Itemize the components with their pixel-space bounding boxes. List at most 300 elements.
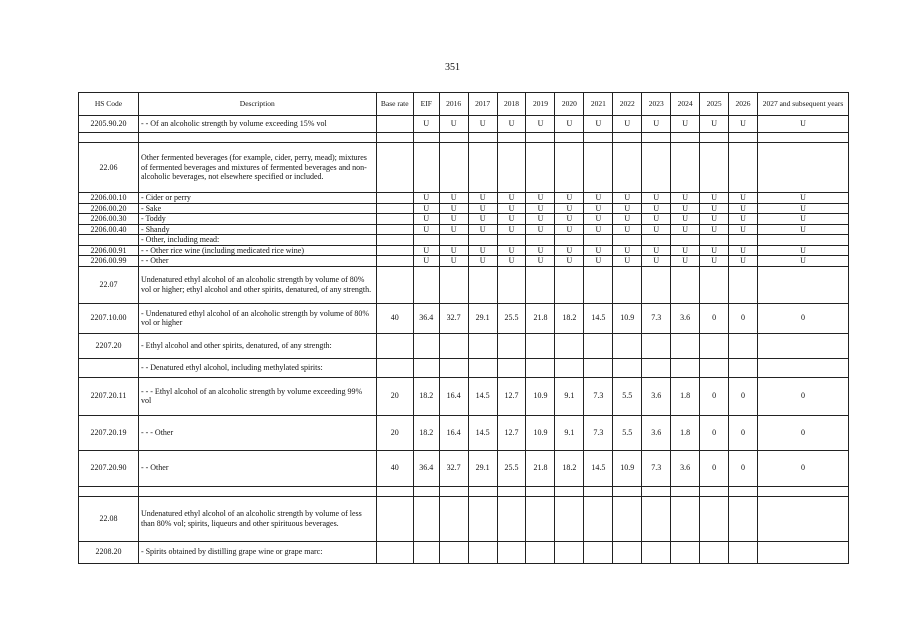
rate-cell xyxy=(642,143,671,193)
column-header: 2022 xyxy=(613,93,642,116)
rate-cell xyxy=(526,486,555,496)
rate-cell: U xyxy=(468,116,497,133)
rate-cell: U xyxy=(757,203,848,214)
description-cell xyxy=(138,486,376,496)
rate-cell: U xyxy=(497,193,526,204)
rate-cell: 32.7 xyxy=(439,450,468,486)
rate-cell xyxy=(555,266,584,303)
rate-cell: 0 xyxy=(729,415,758,450)
rate-cell: 10.9 xyxy=(613,303,642,333)
rate-cell xyxy=(757,143,848,193)
rate-cell: 0 xyxy=(757,377,848,415)
description-cell: Other fermented beverages (for example, cider, perry, mead); mixtures of fermented beverages and mixtures of fermented beverages and non-alcoholic beverages, not elsewhere specified or included. xyxy=(138,143,376,193)
rate-cell: U xyxy=(757,116,848,133)
rate-cell: 12.7 xyxy=(497,377,526,415)
rate-cell xyxy=(642,486,671,496)
column-header: Description xyxy=(138,93,376,116)
rate-cell xyxy=(729,486,758,496)
rate-cell: U xyxy=(584,203,613,214)
rate-cell: 36.4 xyxy=(413,303,439,333)
description-cell: Undenatured ethyl alcohol of an alcoholic strength by volume of 80% vol or higher; ethyl alcohol and other spirits, denatured, of any strength. xyxy=(138,266,376,303)
rate-cell: 14.5 xyxy=(584,450,613,486)
rate-cell xyxy=(497,235,526,246)
rate-cell: U xyxy=(729,116,758,133)
description-cell: - Sake xyxy=(138,203,376,214)
rate-cell xyxy=(584,333,613,358)
rate-cell: U xyxy=(642,116,671,133)
rate-cell xyxy=(526,541,555,563)
rate-cell xyxy=(613,266,642,303)
rate-cell xyxy=(584,496,613,541)
rate-cell xyxy=(671,235,700,246)
rate-cell: U xyxy=(526,224,555,235)
rate-cell xyxy=(497,266,526,303)
base-rate-cell xyxy=(376,214,413,225)
rate-cell: U xyxy=(413,116,439,133)
rate-cell: U xyxy=(439,203,468,214)
rate-cell: U xyxy=(555,245,584,256)
rate-cell: U xyxy=(613,224,642,235)
description-cell: - - Other rice wine (including medicated rice wine) xyxy=(138,245,376,256)
rate-cell: U xyxy=(584,224,613,235)
column-header: EIF xyxy=(413,93,439,116)
rate-cell xyxy=(613,235,642,246)
rate-cell: U xyxy=(497,245,526,256)
rate-cell xyxy=(439,486,468,496)
base-rate-cell xyxy=(376,143,413,193)
rate-cell xyxy=(413,496,439,541)
rate-cell: U xyxy=(497,224,526,235)
rate-cell: U xyxy=(584,245,613,256)
rate-cell: U xyxy=(729,214,758,225)
rate-cell xyxy=(439,143,468,193)
rate-cell: 10.9 xyxy=(613,450,642,486)
rate-cell: U xyxy=(468,245,497,256)
rate-cell xyxy=(757,486,848,496)
rate-cell: U xyxy=(497,203,526,214)
rate-cell xyxy=(439,235,468,246)
table-header-row xyxy=(79,93,849,116)
rate-cell: U xyxy=(584,214,613,225)
rate-cell: 29.1 xyxy=(468,450,497,486)
base-rate-cell xyxy=(376,224,413,235)
rate-cell xyxy=(613,486,642,496)
rate-cell xyxy=(700,133,729,143)
rate-cell xyxy=(584,143,613,193)
rate-cell: U xyxy=(526,193,555,204)
rate-cell: 18.2 xyxy=(555,303,584,333)
hs-code-cell xyxy=(79,486,139,496)
description-cell: - - Denatured ethyl alcohol, including methylated spirits: xyxy=(138,358,376,377)
rate-cell xyxy=(613,333,642,358)
rate-cell: 0 xyxy=(729,303,758,333)
rate-cell xyxy=(700,541,729,563)
description-cell: - Other, including mead: xyxy=(138,235,376,246)
rate-cell xyxy=(757,235,848,246)
rate-cell xyxy=(642,266,671,303)
rate-cell xyxy=(413,333,439,358)
rate-cell: U xyxy=(526,116,555,133)
table-row xyxy=(79,486,849,496)
rate-cell: U xyxy=(671,214,700,225)
rate-cell xyxy=(497,541,526,563)
hs-code-cell: 2206.00.99 xyxy=(79,256,139,267)
rate-cell xyxy=(439,333,468,358)
rate-cell xyxy=(413,143,439,193)
rate-cell: U xyxy=(413,214,439,225)
rate-cell xyxy=(757,333,848,358)
rate-cell xyxy=(642,133,671,143)
rate-cell: 29.1 xyxy=(468,303,497,333)
rate-cell xyxy=(671,496,700,541)
rate-cell: 0 xyxy=(700,450,729,486)
rate-cell: U xyxy=(642,203,671,214)
rate-cell: 0 xyxy=(729,450,758,486)
rate-cell: U xyxy=(671,245,700,256)
rate-cell xyxy=(439,541,468,563)
rate-cell: 18.2 xyxy=(413,415,439,450)
rate-cell xyxy=(729,496,758,541)
base-rate-cell xyxy=(376,133,413,143)
rate-cell xyxy=(497,143,526,193)
rate-cell: 3.6 xyxy=(642,415,671,450)
rate-cell xyxy=(555,333,584,358)
rate-cell: U xyxy=(700,116,729,133)
column-header: 2020 xyxy=(555,93,584,116)
column-header: 2027 and subsequent years xyxy=(757,93,848,116)
base-rate-cell xyxy=(376,266,413,303)
rate-cell xyxy=(700,496,729,541)
table-row xyxy=(79,224,849,235)
rate-cell: U xyxy=(413,203,439,214)
rate-cell xyxy=(413,266,439,303)
rate-cell: U xyxy=(584,116,613,133)
tariff-schedule-table xyxy=(78,92,849,564)
rate-cell xyxy=(497,333,526,358)
rate-cell: 0 xyxy=(757,450,848,486)
rate-cell: 1.8 xyxy=(671,377,700,415)
hs-code-cell: 2206.00.10 xyxy=(79,193,139,204)
rate-cell xyxy=(584,235,613,246)
rate-cell xyxy=(700,486,729,496)
rate-cell xyxy=(671,358,700,377)
table-row xyxy=(79,541,849,563)
rate-cell: 10.9 xyxy=(526,415,555,450)
rate-cell: U xyxy=(439,214,468,225)
hs-code-cell xyxy=(79,358,139,377)
rate-cell xyxy=(584,266,613,303)
rate-cell xyxy=(468,143,497,193)
column-header: 2023 xyxy=(642,93,671,116)
rate-cell xyxy=(700,266,729,303)
rate-cell xyxy=(413,486,439,496)
description-cell: - Ethyl alcohol and other spirits, denatured, of any strength: xyxy=(138,333,376,358)
hs-code-cell: 2206.00.40 xyxy=(79,224,139,235)
rate-cell xyxy=(671,333,700,358)
rate-cell: 0 xyxy=(700,303,729,333)
column-header: 2021 xyxy=(584,93,613,116)
rate-cell: U xyxy=(497,256,526,267)
hs-code-cell: 2207.20.90 xyxy=(79,450,139,486)
rate-cell: U xyxy=(526,214,555,225)
rate-cell: 18.2 xyxy=(413,377,439,415)
base-rate-cell xyxy=(376,496,413,541)
rate-cell xyxy=(497,358,526,377)
rate-cell xyxy=(757,496,848,541)
base-rate-cell xyxy=(376,358,413,377)
rate-cell: U xyxy=(497,116,526,133)
hs-code-cell: 2207.10.00 xyxy=(79,303,139,333)
rate-cell: U xyxy=(497,214,526,225)
rate-cell: U xyxy=(729,256,758,267)
rate-cell xyxy=(468,496,497,541)
rate-cell: 25.5 xyxy=(497,450,526,486)
description-cell: - - Of an alcoholic strength by volume exceeding 15% vol xyxy=(138,116,376,133)
description-cell: - - Other xyxy=(138,256,376,267)
rate-cell: U xyxy=(671,224,700,235)
rate-cell: U xyxy=(613,245,642,256)
rate-cell: U xyxy=(555,203,584,214)
table-row xyxy=(79,133,849,143)
base-rate-cell xyxy=(376,193,413,204)
hs-code-cell: 22.07 xyxy=(79,266,139,303)
rate-cell: 7.3 xyxy=(642,303,671,333)
rate-cell: 3.6 xyxy=(671,450,700,486)
column-header: 2017 xyxy=(468,93,497,116)
rate-cell: U xyxy=(413,256,439,267)
rate-cell xyxy=(555,541,584,563)
rate-cell: U xyxy=(413,245,439,256)
rate-cell xyxy=(468,266,497,303)
rate-cell xyxy=(555,496,584,541)
rate-cell: 25.5 xyxy=(497,303,526,333)
rate-cell: 7.3 xyxy=(584,415,613,450)
rate-cell xyxy=(613,133,642,143)
table-row xyxy=(79,266,849,303)
rate-cell: 0 xyxy=(757,415,848,450)
rate-cell: U xyxy=(613,193,642,204)
rate-cell: U xyxy=(757,256,848,267)
rate-cell: U xyxy=(700,214,729,225)
rate-cell: U xyxy=(526,245,555,256)
rate-cell: U xyxy=(757,245,848,256)
rate-cell: U xyxy=(468,214,497,225)
rate-cell: 18.2 xyxy=(555,450,584,486)
rate-cell xyxy=(468,541,497,563)
rate-cell: U xyxy=(613,214,642,225)
hs-code-cell: 22.06 xyxy=(79,143,139,193)
rate-cell xyxy=(671,266,700,303)
description-cell: - - Other xyxy=(138,450,376,486)
rate-cell: 10.9 xyxy=(526,377,555,415)
rate-cell xyxy=(439,133,468,143)
description-cell: Undenatured ethyl alcohol of an alcoholic strength by volume of less than 80% vol; spirits, liqueurs and other spirituous beverages. xyxy=(138,496,376,541)
rate-cell: U xyxy=(671,203,700,214)
hs-code-cell: 2205.90.20 xyxy=(79,116,139,133)
rate-cell xyxy=(468,333,497,358)
rate-cell xyxy=(729,541,758,563)
rate-cell xyxy=(555,143,584,193)
rate-cell xyxy=(497,496,526,541)
base-rate-cell xyxy=(376,245,413,256)
rate-cell: U xyxy=(642,214,671,225)
rate-cell: U xyxy=(526,256,555,267)
rate-cell xyxy=(584,133,613,143)
rate-cell: U xyxy=(555,224,584,235)
rate-cell: U xyxy=(439,256,468,267)
rate-cell xyxy=(671,541,700,563)
rate-cell: U xyxy=(439,116,468,133)
rate-cell: U xyxy=(555,116,584,133)
rate-cell xyxy=(468,486,497,496)
rate-cell xyxy=(468,133,497,143)
table-row xyxy=(79,116,849,133)
column-header: Base rate xyxy=(376,93,413,116)
rate-cell: U xyxy=(729,245,758,256)
rate-cell: U xyxy=(642,245,671,256)
rate-cell xyxy=(468,358,497,377)
rate-cell xyxy=(642,235,671,246)
rate-cell: 3.6 xyxy=(642,377,671,415)
rate-cell xyxy=(700,143,729,193)
rate-cell: 3.6 xyxy=(671,303,700,333)
rate-cell xyxy=(729,133,758,143)
rate-cell: 12.7 xyxy=(497,415,526,450)
rate-cell: 5.5 xyxy=(613,377,642,415)
rate-cell xyxy=(526,143,555,193)
rate-cell xyxy=(584,358,613,377)
rate-cell: 1.8 xyxy=(671,415,700,450)
rate-cell xyxy=(555,235,584,246)
rate-cell: U xyxy=(439,193,468,204)
table-row xyxy=(79,358,849,377)
description-cell: - Toddy xyxy=(138,214,376,225)
hs-code-cell: 2206.00.20 xyxy=(79,203,139,214)
rate-cell: 0 xyxy=(700,377,729,415)
description-cell: - Cider or perry xyxy=(138,193,376,204)
base-rate-cell: 40 xyxy=(376,450,413,486)
rate-cell xyxy=(413,358,439,377)
rate-cell: U xyxy=(468,256,497,267)
table-row xyxy=(79,333,849,358)
rate-cell xyxy=(468,235,497,246)
hs-code-cell: 2206.00.30 xyxy=(79,214,139,225)
rate-cell xyxy=(757,133,848,143)
rate-cell xyxy=(613,541,642,563)
base-rate-cell: 20 xyxy=(376,377,413,415)
description-cell: - Spirits obtained by distilling grape wine or grape marc: xyxy=(138,541,376,563)
rate-cell xyxy=(642,358,671,377)
table-row xyxy=(79,496,849,541)
hs-code-cell: 2206.00.91 xyxy=(79,245,139,256)
rate-cell xyxy=(555,133,584,143)
rate-cell: U xyxy=(555,256,584,267)
rate-cell xyxy=(729,143,758,193)
table-row xyxy=(79,193,849,204)
rate-cell: U xyxy=(642,224,671,235)
rate-cell xyxy=(613,143,642,193)
base-rate-cell xyxy=(376,235,413,246)
rate-cell: U xyxy=(584,256,613,267)
rate-cell: U xyxy=(757,214,848,225)
base-rate-cell xyxy=(376,541,413,563)
rate-cell xyxy=(526,358,555,377)
rate-cell xyxy=(526,496,555,541)
table-row xyxy=(79,214,849,225)
table-row xyxy=(79,203,849,214)
rate-cell: U xyxy=(700,203,729,214)
rate-cell xyxy=(497,133,526,143)
rate-cell xyxy=(700,235,729,246)
column-header: 2026 xyxy=(729,93,758,116)
rate-cell: 16.4 xyxy=(439,377,468,415)
page-number: 351 xyxy=(445,62,460,73)
rate-cell xyxy=(700,358,729,377)
rate-cell xyxy=(613,496,642,541)
column-header: 2018 xyxy=(497,93,526,116)
rate-cell: U xyxy=(671,193,700,204)
rate-cell: U xyxy=(729,224,758,235)
hs-code-cell: 2207.20 xyxy=(79,333,139,358)
rate-cell: U xyxy=(642,256,671,267)
rate-cell: U xyxy=(555,214,584,225)
rate-cell: U xyxy=(555,193,584,204)
hs-code-cell xyxy=(79,235,139,246)
rate-cell: U xyxy=(439,224,468,235)
table-row xyxy=(79,245,849,256)
rate-cell xyxy=(555,486,584,496)
rate-cell: U xyxy=(468,224,497,235)
rate-cell: 7.3 xyxy=(584,377,613,415)
base-rate-cell xyxy=(376,256,413,267)
hs-code-cell: 2207.20.19 xyxy=(79,415,139,450)
rate-cell: U xyxy=(613,116,642,133)
rate-cell xyxy=(439,496,468,541)
base-rate-cell xyxy=(376,116,413,133)
rate-cell: U xyxy=(700,256,729,267)
base-rate-cell: 40 xyxy=(376,303,413,333)
rate-cell xyxy=(439,266,468,303)
rate-cell: 7.3 xyxy=(642,450,671,486)
table-row xyxy=(79,303,849,333)
base-rate-cell xyxy=(376,203,413,214)
description-cell: - - - Ethyl alcohol of an alcoholic strength by volume exceeding 99% vol xyxy=(138,377,376,415)
hs-code-cell: 22.08 xyxy=(79,496,139,541)
rate-cell: 0 xyxy=(757,303,848,333)
rate-cell xyxy=(757,541,848,563)
rate-cell: U xyxy=(700,193,729,204)
rate-cell xyxy=(757,358,848,377)
rate-cell: 5.5 xyxy=(613,415,642,450)
base-rate-cell xyxy=(376,333,413,358)
rate-cell: 14.5 xyxy=(584,303,613,333)
rate-cell xyxy=(671,143,700,193)
column-header: 2016 xyxy=(439,93,468,116)
rate-cell xyxy=(700,333,729,358)
column-header: HS Code xyxy=(79,93,139,116)
rate-cell xyxy=(729,235,758,246)
rate-cell: U xyxy=(413,193,439,204)
rate-cell: 9.1 xyxy=(555,377,584,415)
rate-cell: 0 xyxy=(729,377,758,415)
rate-cell xyxy=(526,266,555,303)
hs-code-cell: 2207.20.11 xyxy=(79,377,139,415)
rate-cell: 14.5 xyxy=(468,415,497,450)
description-cell: - Undenatured ethyl alcohol of an alcoholic strength by volume of 80% vol or higher xyxy=(138,303,376,333)
rate-cell: U xyxy=(584,193,613,204)
rate-cell: U xyxy=(613,256,642,267)
hs-code-cell xyxy=(79,133,139,143)
